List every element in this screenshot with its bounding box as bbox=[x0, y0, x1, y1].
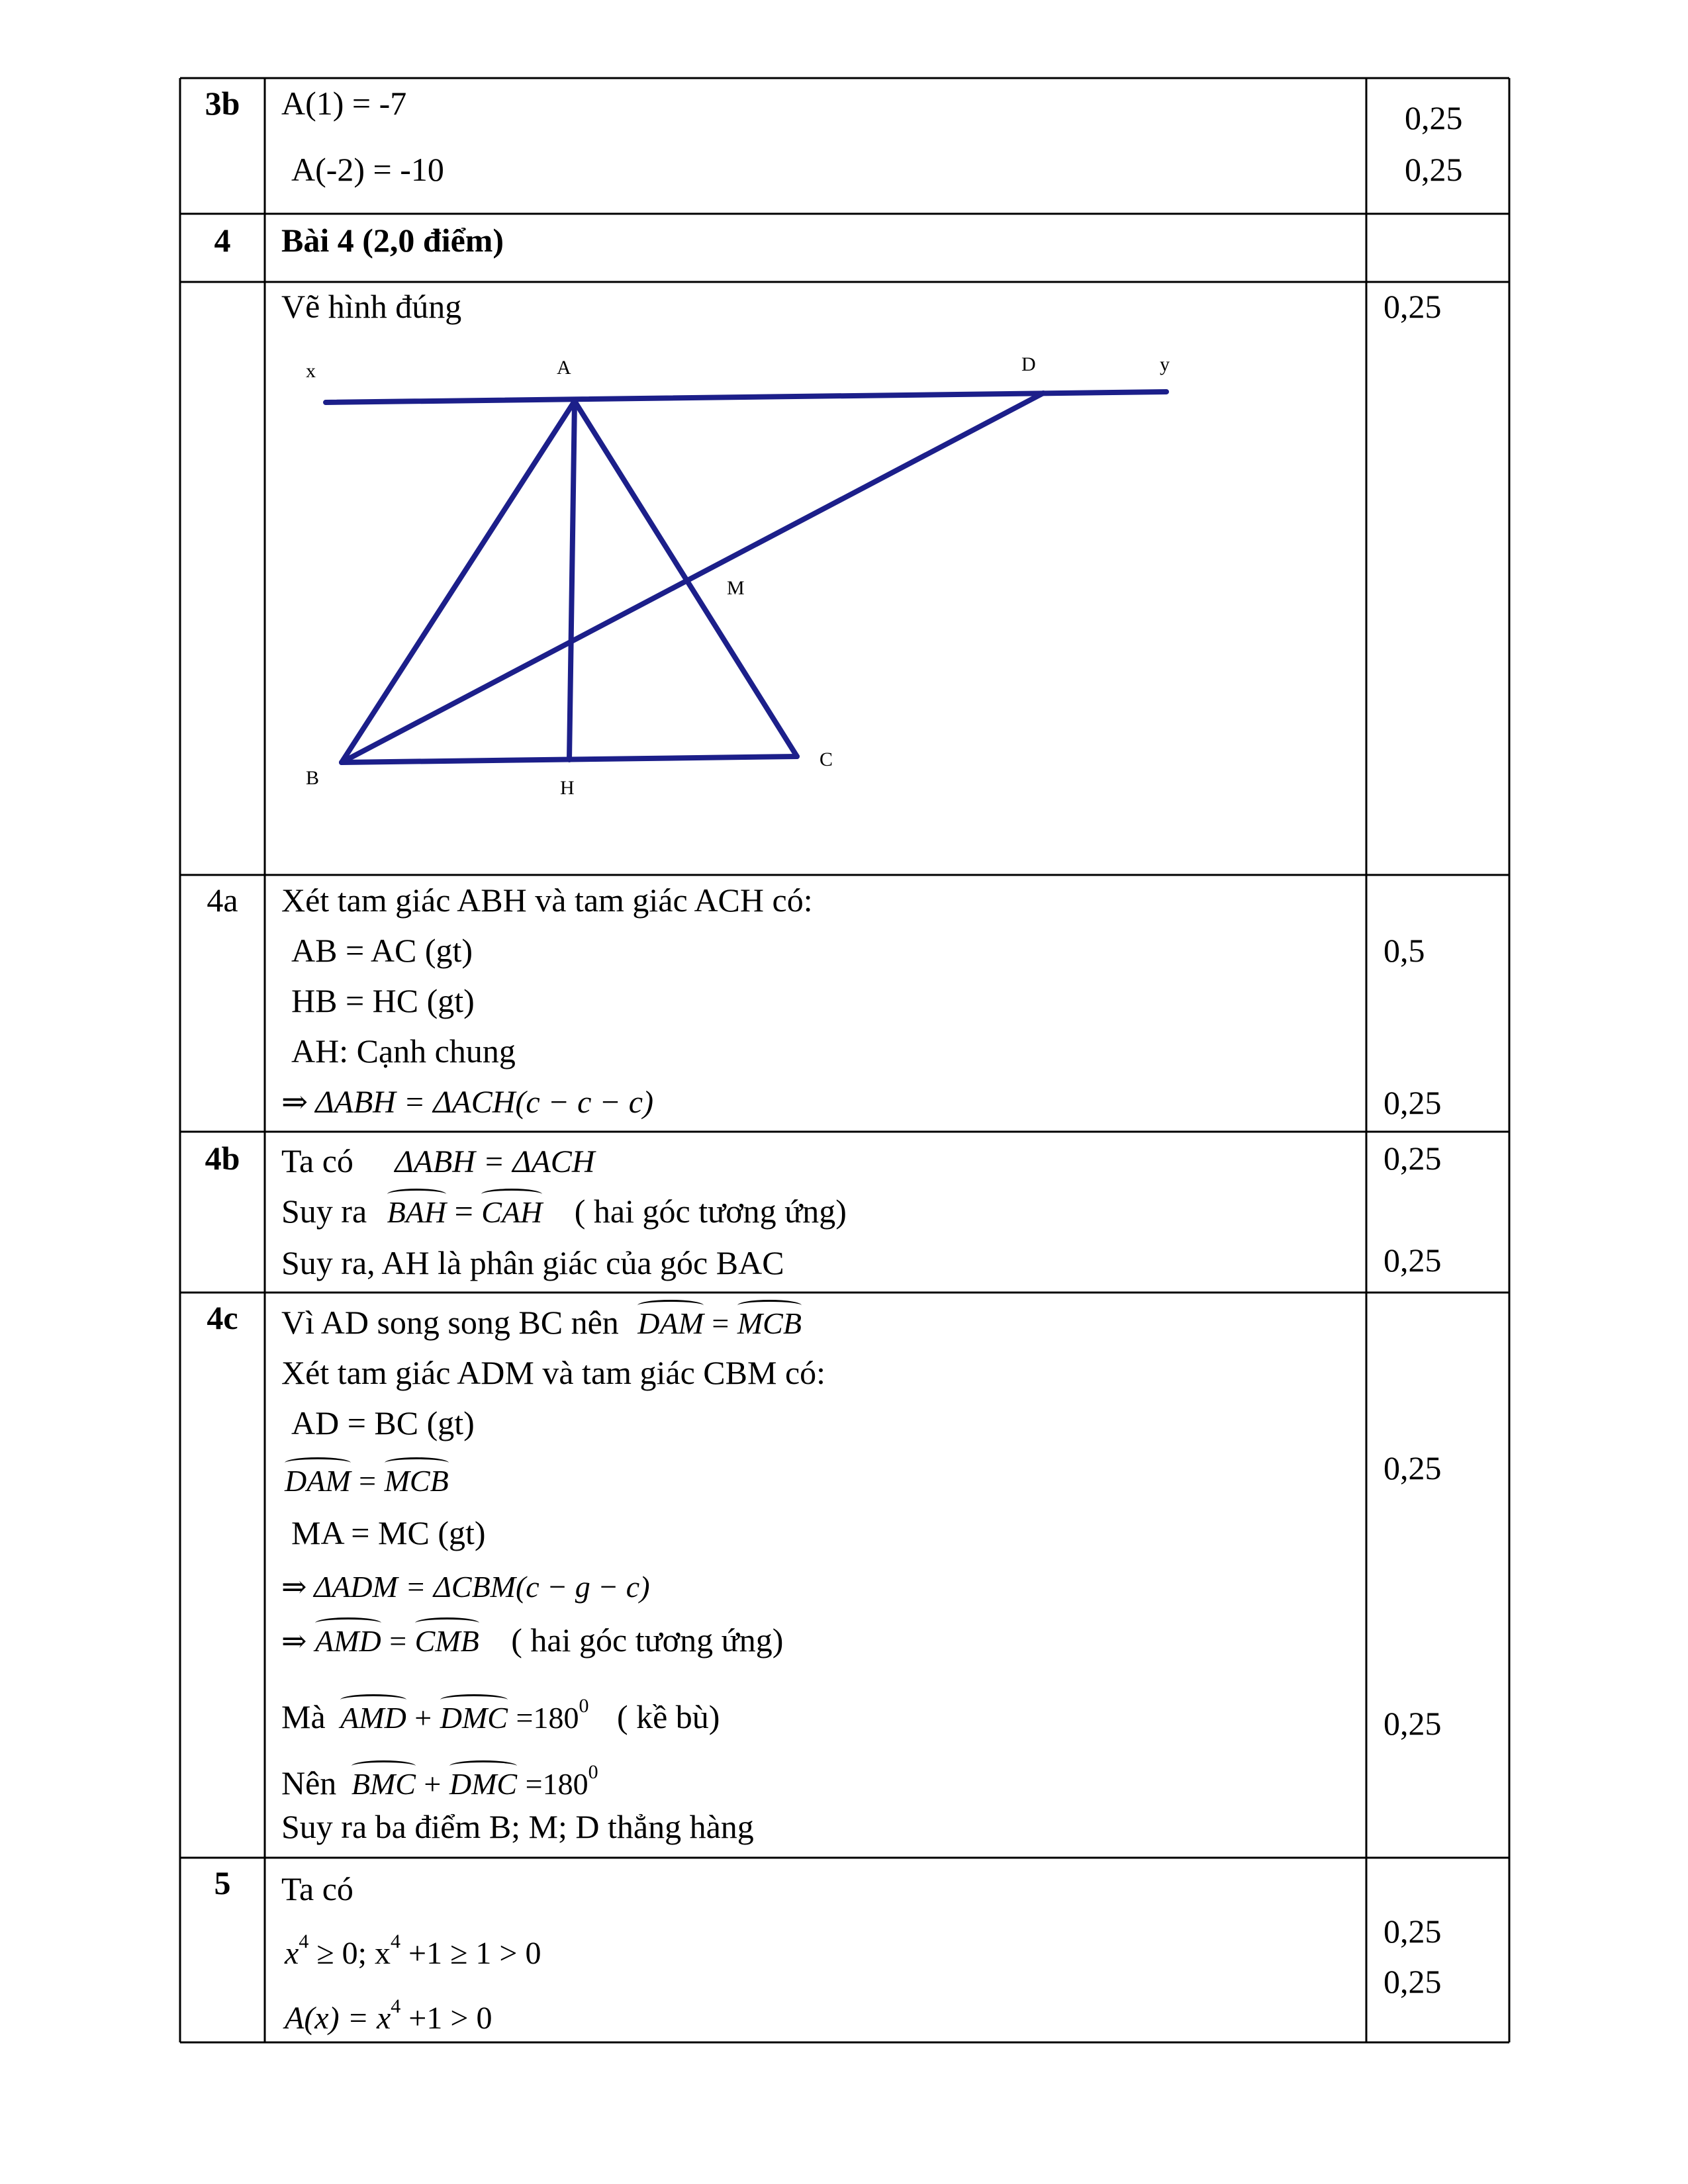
r4c-l4-angle-a: DAM bbox=[285, 1456, 351, 1506]
r4c-l8-sup: 0 bbox=[579, 1695, 589, 1717]
label-c: C bbox=[820, 749, 833, 770]
label-a: A bbox=[557, 357, 571, 379]
label-h: H bbox=[560, 777, 575, 799]
r4c-l9-value: 180 bbox=[542, 1767, 588, 1801]
label-b: B bbox=[306, 767, 320, 789]
row-number-4b: 4b bbox=[205, 1140, 240, 1177]
r4c-l8-angle-a: AMD bbox=[340, 1693, 406, 1743]
r5-l3-a: A(x) = x bbox=[285, 2001, 391, 2036]
r4c-score-2: 0,25 bbox=[1383, 1705, 1442, 1742]
row-number-3b: 3b bbox=[205, 85, 240, 122]
r5-l2-a: x bbox=[285, 1936, 299, 1971]
r3b-score-2: 0,25 bbox=[1405, 151, 1463, 188]
r4c-l1-angle-b: MCB bbox=[737, 1298, 802, 1349]
r4c-line-10: Suy ra ba điểm B; M; D thẳng hàng bbox=[281, 1808, 754, 1845]
r4fig-caption: Vẽ hình đúng bbox=[281, 288, 462, 325]
r4c-l8-pre: Mà bbox=[281, 1698, 326, 1735]
r4c-l9-sup: 0 bbox=[588, 1761, 598, 1783]
r5-line-1: Ta có bbox=[281, 1870, 353, 1907]
r4c-line-1: Vì AD song song BC nên DAM = MCB bbox=[281, 1297, 802, 1349]
row-number-4: 4 bbox=[214, 222, 231, 259]
r5-line-3 bbox=[285, 1981, 492, 2044]
r4b-l2-angle-a: BAH bbox=[387, 1187, 446, 1238]
r5-l3-end: +1 > 0 bbox=[408, 2001, 492, 2036]
r4c-l8-suffix: ( kề bù) bbox=[616, 1698, 720, 1735]
r4b-score-2: 0,25 bbox=[1383, 1242, 1442, 1279]
r4b-line-2 bbox=[281, 1186, 847, 1238]
r4c-line-6: ⇒ ΔADM = ΔCBM(c − g − c) bbox=[281, 1570, 650, 1604]
segment-bc bbox=[342, 756, 797, 762]
r4b-l2-prefix: Suy ra bbox=[281, 1193, 367, 1230]
r5-l2-mid: ≥ 0; x bbox=[316, 1936, 391, 1971]
r4c-l1-angle-a: DAM bbox=[637, 1298, 704, 1349]
segment-ab bbox=[342, 401, 575, 762]
segment-bd bbox=[342, 393, 1043, 762]
r5-line-2 bbox=[285, 1917, 541, 1979]
r4b-l2-angle-b: CAH bbox=[481, 1187, 542, 1238]
row-number-5: 5 bbox=[214, 1864, 231, 1901]
r3b-score-1: 0,25 bbox=[1405, 99, 1463, 136]
r4-title: Bài 4 (2,0 điểm) bbox=[281, 222, 504, 259]
r4c-line-8: Mà AMD + DMC $=180^0$ ( kề bù) bbox=[281, 1681, 720, 1743]
label-d: D bbox=[1021, 353, 1036, 375]
r5-score-2: 0,25 bbox=[1383, 1963, 1442, 2000]
r4c-l9-pre: Nên bbox=[281, 1764, 337, 1801]
r4c-l7-angle-a: AMD bbox=[315, 1616, 381, 1666]
r4c-l7-pre: ⇒ bbox=[281, 1624, 307, 1658]
r4c-line-5: MA = MC (gt) bbox=[291, 1514, 486, 1551]
r4a-line-3: HB = HC (gt) bbox=[291, 982, 475, 1019]
r5-l2-sup2: 4 bbox=[391, 1931, 400, 1952]
r5-l3-sup: 4 bbox=[391, 1995, 401, 2017]
r4b-score-1: 0,25 bbox=[1383, 1140, 1442, 1177]
r4c-l7-suffix: ( hai góc tương ứng) bbox=[511, 1621, 784, 1659]
r4c-line-2: Xét tam giác ADM và tam giác CBM có: bbox=[281, 1354, 826, 1391]
r4a-result: ⇒ ΔABH = ΔACH(c − c − c) bbox=[281, 1085, 654, 1120]
r4c-score-1: 0,25 bbox=[1383, 1449, 1442, 1486]
r4b-l2-eq: = bbox=[454, 1193, 473, 1230]
r5-score-1: 0,25 bbox=[1383, 1913, 1442, 1950]
label-x: x bbox=[306, 360, 316, 382]
r4a-line-4: AH: Cạnh chung bbox=[291, 1032, 516, 1069]
geometry-figure bbox=[265, 331, 1192, 847]
r4c-l8-angle-b: DMC bbox=[440, 1693, 508, 1743]
row-number-4a: 4a bbox=[207, 882, 238, 919]
r4a-line-2: AB = AC (gt) bbox=[291, 932, 473, 969]
r4c-l9-angle-b: DMC bbox=[449, 1759, 517, 1809]
r4b-l2-suffix: ( hai góc tương ứng) bbox=[574, 1193, 847, 1230]
r4c-line-9: Nên BMC + DMC $=180^0$ bbox=[281, 1747, 598, 1809]
r4a-line-1: Xét tam giác ABH và tam giác ACH có: bbox=[281, 882, 813, 919]
segment-ah bbox=[569, 401, 575, 760]
row-number-4c: 4c bbox=[207, 1299, 238, 1336]
r4c-l4-angle-b: MCB bbox=[385, 1456, 449, 1506]
label-m: M bbox=[727, 577, 745, 599]
label-y: y bbox=[1160, 353, 1170, 375]
r4c-l8-value: 180 bbox=[533, 1701, 579, 1735]
r4fig-score: 0,25 bbox=[1383, 288, 1442, 325]
r4a-score-1: 0,5 bbox=[1383, 932, 1425, 969]
r4b-l1-prefix: Ta có bbox=[281, 1142, 353, 1179]
r3b-line-1: A(1) = -7 bbox=[281, 85, 407, 122]
r3b-line-2: A(-2) = -10 bbox=[291, 151, 444, 188]
r4c-line-3: AD = BC (gt) bbox=[291, 1404, 475, 1441]
r4c-line-4: DAM = MCB bbox=[285, 1455, 449, 1506]
r4c-l1-prefix: Vì AD song song BC nên bbox=[281, 1304, 619, 1341]
r4c-l9-angle-a: BMC bbox=[352, 1759, 416, 1809]
r4a-score-2: 0,25 bbox=[1383, 1084, 1442, 1121]
r4b-line-3: Suy ra, AH là phân giác của góc BAC bbox=[281, 1244, 784, 1281]
r4c-line-7: ⇒ AMD = CMB ( hai góc tương ứng) bbox=[281, 1615, 783, 1666]
r4c-l7-angle-b: CMB bbox=[415, 1616, 479, 1666]
r5-l2-sup: 4 bbox=[299, 1931, 309, 1952]
r4b-l1-math: ΔABH = ΔACH bbox=[395, 1144, 595, 1179]
r4b-line-1 bbox=[281, 1136, 594, 1187]
r5-l2-end: +1 ≥ 1 > 0 bbox=[408, 1936, 541, 1971]
